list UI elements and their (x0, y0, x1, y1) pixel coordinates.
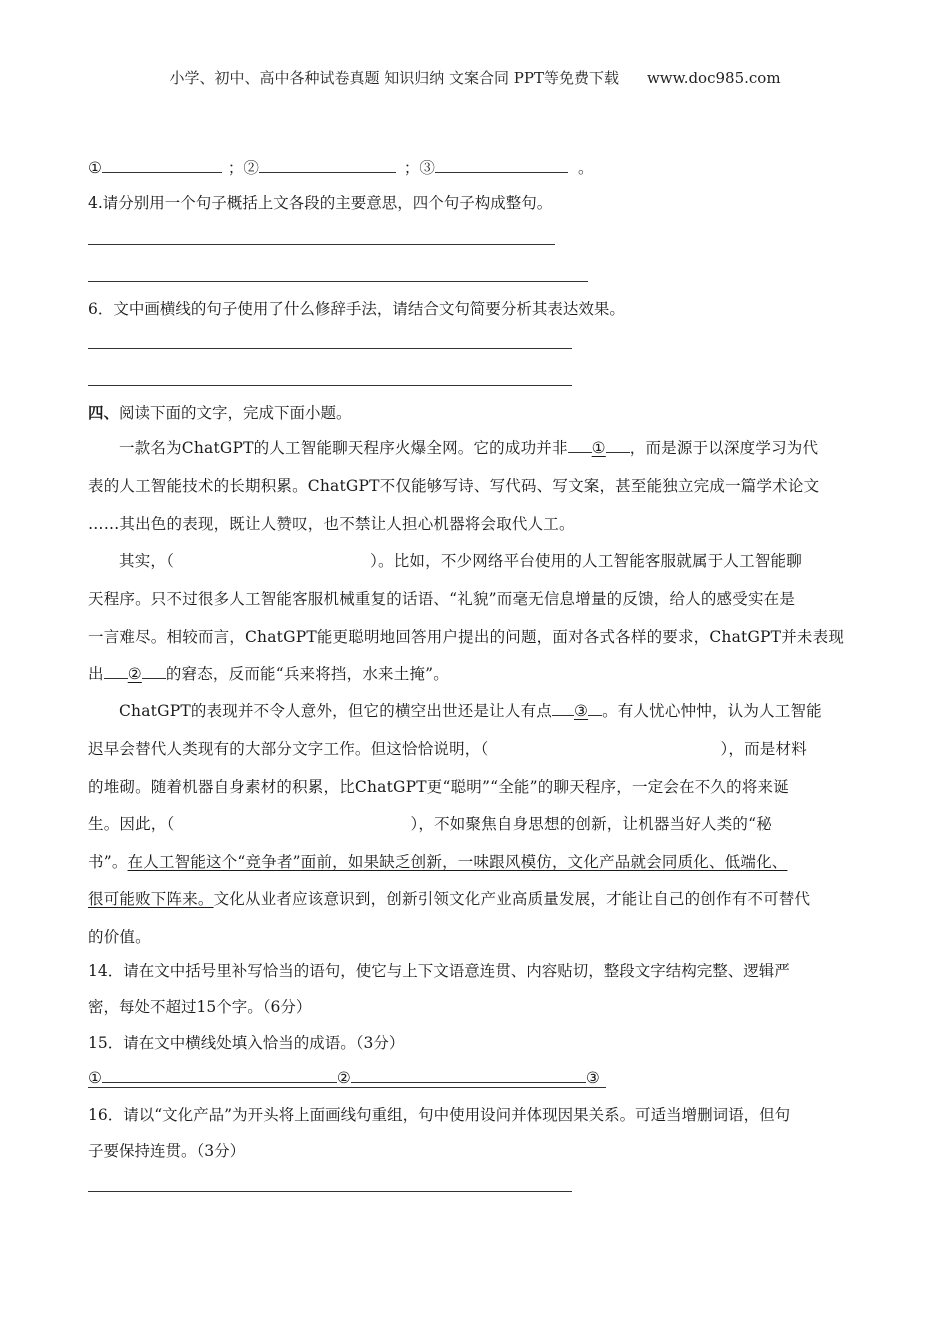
passage-line: 天程序。只不过很多人工智能客服机械重复的话语、“礼貌”而毫无信息增量的反馈，给人的感受实在是 (88, 590, 796, 608)
passage-line (88, 663, 449, 685)
passage-line: 的堆砌。随着机器自身素材的积累，比ChatGPT更“聪明”“全能”的聊天程序，一定会在不久的将来诞 (88, 778, 789, 796)
passage-text: ChatGPT的表现并不令人意外，但它的横空出世还是让人有点 (119, 702, 552, 720)
blank-1-pre[interactable] (568, 438, 592, 453)
passage-line (119, 437, 818, 459)
passage-line: 的价值。 (88, 928, 151, 946)
blank-2-pre[interactable] (104, 664, 128, 679)
answer-line[interactable] (88, 244, 555, 245)
passage-text: 一款名为ChatGPT的人工智能聊天程序火爆全网。它的成功并非 (119, 439, 568, 457)
passage-text: 其实，（ (119, 552, 175, 570)
question-16-cont: 子要保持连贯。（3分） (88, 1142, 246, 1160)
passage-text: ），不如聚焦自身思想的创新，让机器当好人类的“秘 (410, 815, 772, 833)
passage-line (119, 700, 822, 722)
passage-line: ……其出色的表现，既让人赞叹，也不禁让人担心机器将会取代人工。 (88, 515, 575, 533)
passage-text: ），而是材料 (720, 740, 807, 758)
passage-text: 出 (88, 665, 104, 683)
answer-line[interactable] (88, 1191, 572, 1192)
blank-2-marker: ② (127, 665, 142, 683)
blank-3-pre[interactable] (552, 701, 574, 716)
section-4-intro: 阅读下面的文字，完成下面小题。 (119, 404, 352, 422)
question-14-cont: 密，每处不超过15个字。（6分） (88, 998, 312, 1016)
passage-line (88, 851, 787, 873)
answer-line[interactable] (88, 385, 572, 386)
header-site: www.doc985.com (646, 69, 781, 87)
question-6: 6．文中画横线的句子使用了什么修辞手法，请结合文句简要分析其表达效果。 (88, 300, 625, 318)
passage-line: 一言难尽。相较而言，ChatGPT能更聪明地回答用户提出的问题，面对各式各样的要求，ChatGPT并未表现 (88, 628, 845, 646)
passage-text: 生。因此，（ (88, 815, 175, 833)
blank-end: 。 (577, 159, 594, 177)
passage-text: 的窘态，反而能“兵来将挡，水来土掩”。 (165, 665, 449, 683)
q15-blanks-row (88, 1067, 600, 1089)
passage-text: ，而是源于以深度学习为代 (629, 439, 819, 457)
answer-blank-2[interactable] (259, 158, 396, 173)
page-header (0, 67, 950, 88)
blank-marker-3: ；③ (403, 159, 435, 177)
blank-3-marker: ③ (573, 702, 589, 720)
section-4-heading (88, 402, 352, 424)
blank-1-marker: ① (591, 439, 606, 457)
question-15: 15．请在文中横线处填入恰当的成语。（3分） (88, 1034, 405, 1052)
underlined-sentence: 在人工智能这个“竞争者”面前，如果缺乏创新，一味跟风模仿，文化产品就会同质化、低端化、 (127, 853, 788, 871)
q15-blank-1[interactable] (102, 1068, 337, 1083)
answer-line[interactable] (88, 348, 572, 349)
answer-blanks-row (88, 157, 593, 179)
passage-text: 书”。 (88, 853, 128, 871)
question-4: 4.请分别用一个句子概括上文各段的主要意思，四个句子构成整句。 (88, 194, 553, 212)
blank-marker-2: ；② (227, 159, 259, 177)
passage-line (88, 888, 810, 910)
question-16: 16．请以“文化产品”为开头将上面画线句重组，句中使用设问并体现因果关系。可适当增删词语，但句 (88, 1106, 791, 1124)
passage-line (119, 550, 802, 572)
answer-blank-1[interactable] (102, 158, 222, 173)
question-14: 14．请在文中括号里补写恰当的语句，使它与上下文语意连贯、内容贴切，整段文字结构完整、逻辑严 (88, 962, 790, 980)
q15-blank-2[interactable] (351, 1068, 586, 1083)
q15-baseline (88, 1087, 606, 1088)
q15-marker-1: ① (88, 1069, 102, 1087)
passage-text: ）。比如，不少网络平台使用的人工智能客服就属于人工智能聊 (370, 552, 802, 570)
blank-marker-1: ① (88, 159, 102, 177)
passage-line: 表的人工智能技术的长期积累。ChatGPT不仅能够写诗、写代码、写文案，甚至能独立完成一篇学术论文 (88, 477, 820, 495)
answer-line[interactable] (88, 281, 588, 282)
section-4-label: 四、 (88, 403, 120, 422)
blank-1-post[interactable] (606, 438, 630, 453)
passage-text: 迟早会替代人类现有的大部分文字工作。但这恰恰说明，（ (88, 740, 489, 758)
q15-marker-3: ③ (585, 1069, 600, 1087)
blank-2-post[interactable] (142, 664, 166, 679)
blank-3-post[interactable] (588, 701, 602, 716)
header-title: 小学、初中、高中各种试卷真题 知识归纳 文案合同 PPT等免费下载 (169, 69, 619, 87)
passage-text: 文化从业者应该意识到，创新引领文化产业高质量发展，才能让自己的创作有不可替代 (213, 890, 811, 908)
passage-line (88, 813, 772, 835)
underlined-sentence: 很可能败下阵来。 (88, 890, 214, 908)
answer-blank-3[interactable] (435, 158, 568, 173)
passage-line (88, 738, 807, 760)
passage-text: 。有人忧心忡忡，认为人工智能 (602, 702, 822, 720)
q15-marker-2: ② (336, 1069, 351, 1087)
